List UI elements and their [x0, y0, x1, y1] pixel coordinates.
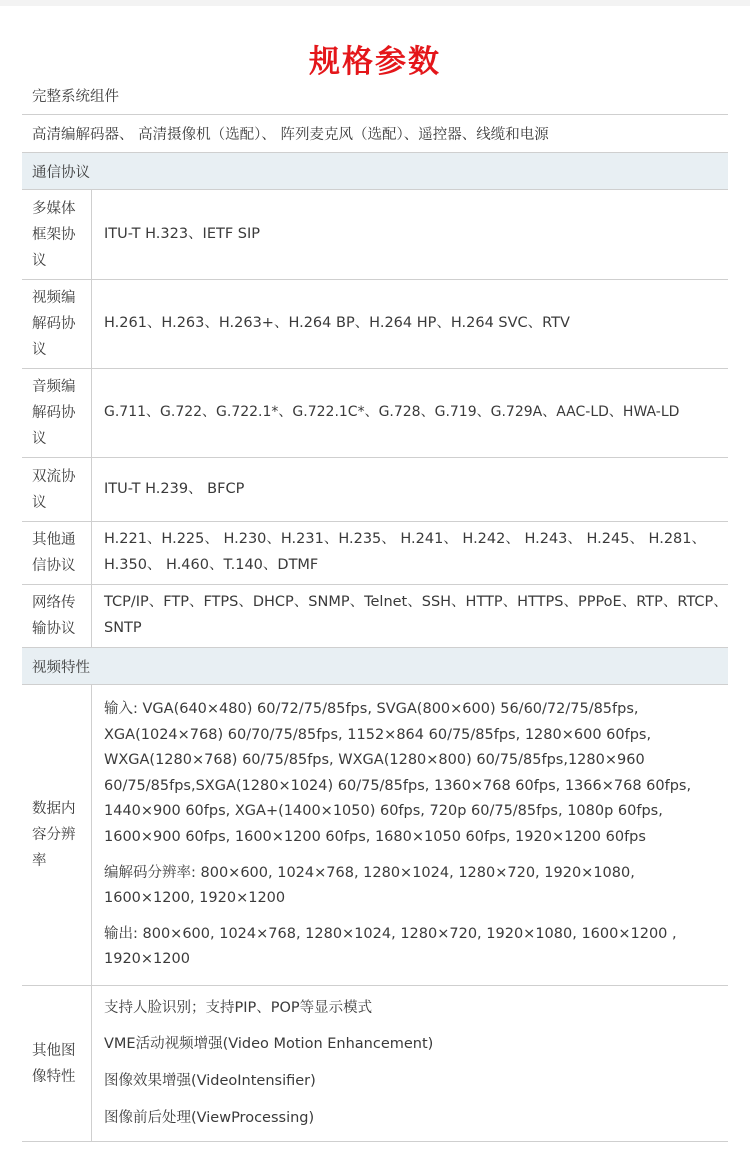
section-video-features: 视频特性 [22, 648, 728, 685]
row-value: ITU-T H.323、IETF SIP [104, 225, 261, 242]
table-row [22, 280, 728, 369]
spec-table [22, 77, 728, 1142]
table-row [22, 986, 728, 1142]
row-value: G.711、G.722、G.722.1*、G.722.1C*、G.728、G.719、G.729A、AAC-LD、HWA-LD [104, 404, 680, 421]
output-resolutions: 输出: 800×600, 1024×768, 1280×1024, 1280×720, 1920×1080, 1600×1200 , 1920×1200 [104, 925, 677, 968]
list-item: 图像效果增强(VideoIntensifier) [104, 1073, 316, 1089]
row-value: H.261、H.263、H.263+、H.264 BP、H.264 HP、H.264 SVC、RTV [104, 315, 570, 332]
row-label: 多媒体 框架协 议 [32, 200, 76, 269]
row-value: TCP/IP、FTP、FTPS、DHCP、SNMP、Telnet、SSH、HTTP、HTTPS、PPPoE、RTP、RTCP、SNTP [104, 594, 728, 636]
table-row [22, 685, 728, 986]
row-label: 视频编 解码协 议 [32, 290, 76, 358]
row-label: 网络传 输协议 [32, 595, 76, 637]
table-row [22, 458, 728, 522]
list-item: 支持人脸识别；支持PIP、POP等显示模式 [104, 999, 373, 1016]
page-title: 规格参数 [309, 44, 441, 80]
section-comm-protocols: 通信协议 [22, 153, 728, 190]
input-resolutions: 输入: VGA(640×480) 60/72/75/85fps, SVGA(800×600) 56/60/72/75/85fps, XGA(1024×768) 60/70/75/85fps, 1152×864 60/75/85fps, 1280×600 60fps, WXGA(1280×768) 60/75/85fps, WXGA(1280×800) 60/75/85fps,1280×960 60/75/85fps,SXGA(1280×1024) 60/75/85fps, 1360×768 60fps, 1366×768 60fps, 1440×900 60fps, XGA+(1400×1050) 60fps, 720p 60/75/85fps, 1080p 60fps, 1600×900 60fps, 1600×1200 60fps, 1680×1050 60fps, 1920×1200 60fps [104, 701, 692, 845]
row-label: 音频编 解码协 议 [32, 379, 76, 447]
components-heading: 完整系统组件 [22, 77, 728, 115]
row-value: H.221、H.225、 H.230、H.231、H.235、 H.241、 H.242、 H.243、 H.245、 H.281、 H.350、 H.460、T.140、DTMF [104, 531, 706, 573]
row-label: 数据内 容分辨 率 [32, 801, 76, 869]
table-row [22, 522, 728, 585]
row-value: ITU-T H.239、 BFCP [104, 480, 245, 497]
table-row [22, 369, 728, 458]
table-row [22, 585, 728, 648]
row-label: 双流协 议 [32, 468, 76, 511]
row-label: 其他通 信协议 [32, 532, 76, 574]
table-row [22, 190, 728, 280]
components-text: 高清编解码器、 高清摄像机（选配）、 阵列麦克风（选配）、遥控器、线缆和电源 [22, 115, 728, 153]
row-label: 其他图 像特性 [32, 1042, 76, 1085]
list-item: 图像前后处理(ViewProcessing) [104, 1109, 315, 1126]
list-item: VME活动视频增强(Video Motion Enhancement) [104, 1036, 434, 1053]
codec-resolutions: 编解码分辨率: 800×600, 1024×768, 1280×1024, 1280×720, 1920×1080, 1600×1200, 1920×1200 [104, 864, 635, 907]
